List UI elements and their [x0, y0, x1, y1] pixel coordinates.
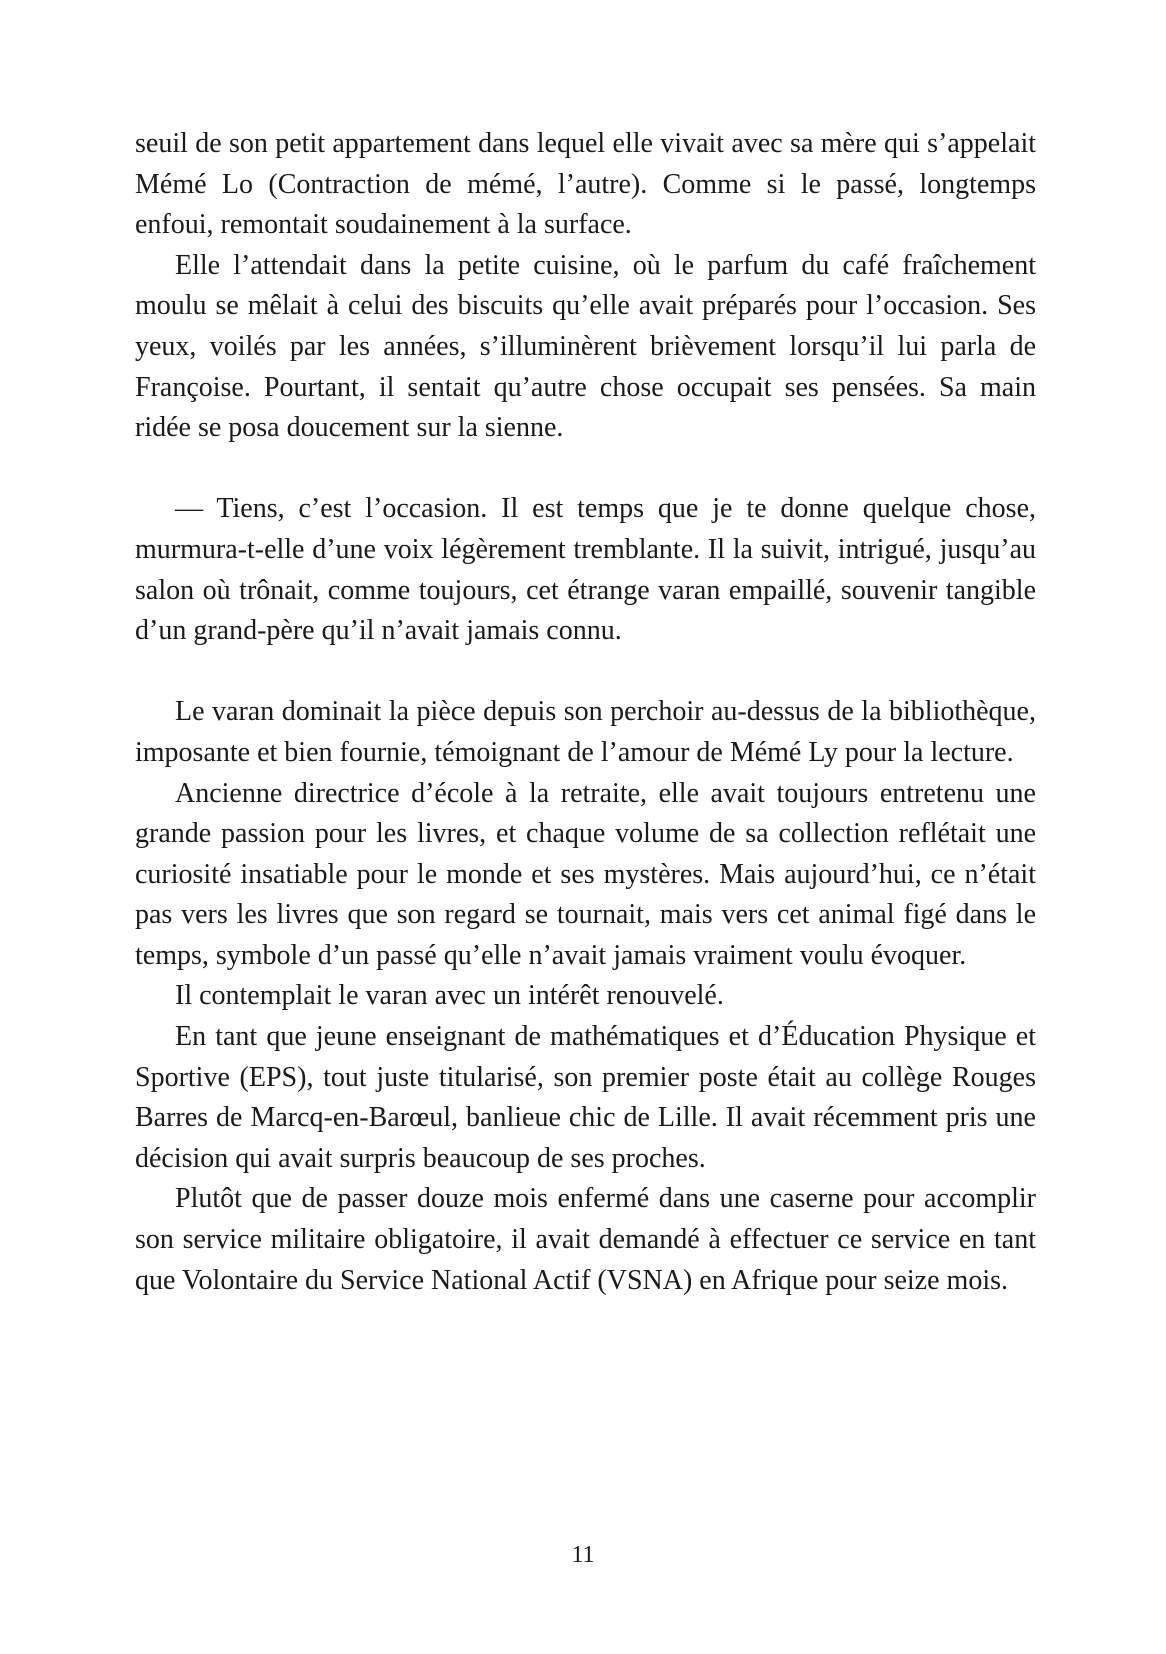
- paragraph-gap: [135, 652, 1036, 693]
- paragraph-gap: [135, 449, 1036, 490]
- page-body: [135, 124, 1036, 1301]
- paragraph-4: Le varan dominait la pièce depuis son perchoir au-dessus de la bibliothèque, imposante et bien fournie, témoignant de l’amour de Mémé Ly pour la lecture.: [135, 696, 1036, 768]
- paragraph-3: — Tiens, c’est l’occasion. Il est temps que je te donne quelque chose, murmura-t-elle d’une voix légèrement tremblante. Il la suivit, intrigué, jusqu’au salon où trônait, comme toujours, cet étrange varan empaillé, souvenir tangible d’un grand-père qu’il n’avait jamais connu.: [135, 493, 1036, 647]
- paragraph-8: Plutôt que de passer douze mois enfermé dans une caserne pour accomplir son service militaire obligatoire, il avait demandé à effectuer ce service en tant que Volontaire du Service National Actif (VSNA) en Afrique pour seize mois.: [135, 1183, 1036, 1296]
- paragraph-5: Ancienne directrice d’école à la retraite, elle avait toujours entretenu une grande passion pour les livres, et chaque volume de sa collection reflétait une curiosité insatiable pour le monde et ses mystères. Mais aujourd’hui, ce n’était pas vers les livres que son regard se tournait, mais vers cet animal figé dans le temps, symbole d’un passé qu’elle n’avait jamais vraiment voulu évoquer.: [135, 777, 1036, 971]
- paragraph-1: seuil de son petit appartement dans lequel elle vivait avec sa mère qui s’appelait Mémé Lo (Contraction de mémé, l’autre). Comme si le passé, longtemps enfoui, remontait soudainement à la surface.: [135, 128, 1036, 241]
- paragraph-6: Il contemplait le varan avec un intérêt renouvelé.: [175, 980, 724, 1012]
- paragraph-2: Elle l’attendait dans la petite cuisine, où le parfum du café fraîchement moulu se mêlait à celui des biscuits qu’elle avait préparés pour l’occasion. Ses yeux, voilés par les années, s’illuminèrent brièvement lorsqu’il lui parla de Françoise. Pourtant, il sentait qu’autre chose occupait ses pensées. Sa main ridée se posa doucement sur la sienne.: [135, 249, 1036, 444]
- paragraph-7: En tant que jeune enseignant de mathématiques et d’Éducation Physique et Sportive (EPS), tout juste titularisé, son premier poste était au collège Rouges Barres de Marcq-en-Barœul, banlieue chic de Lille. Il avait récemment pris une décision qui avait surpris beaucoup de ses proches.: [135, 1021, 1036, 1174]
- page-number: 11: [571, 1542, 595, 1568]
